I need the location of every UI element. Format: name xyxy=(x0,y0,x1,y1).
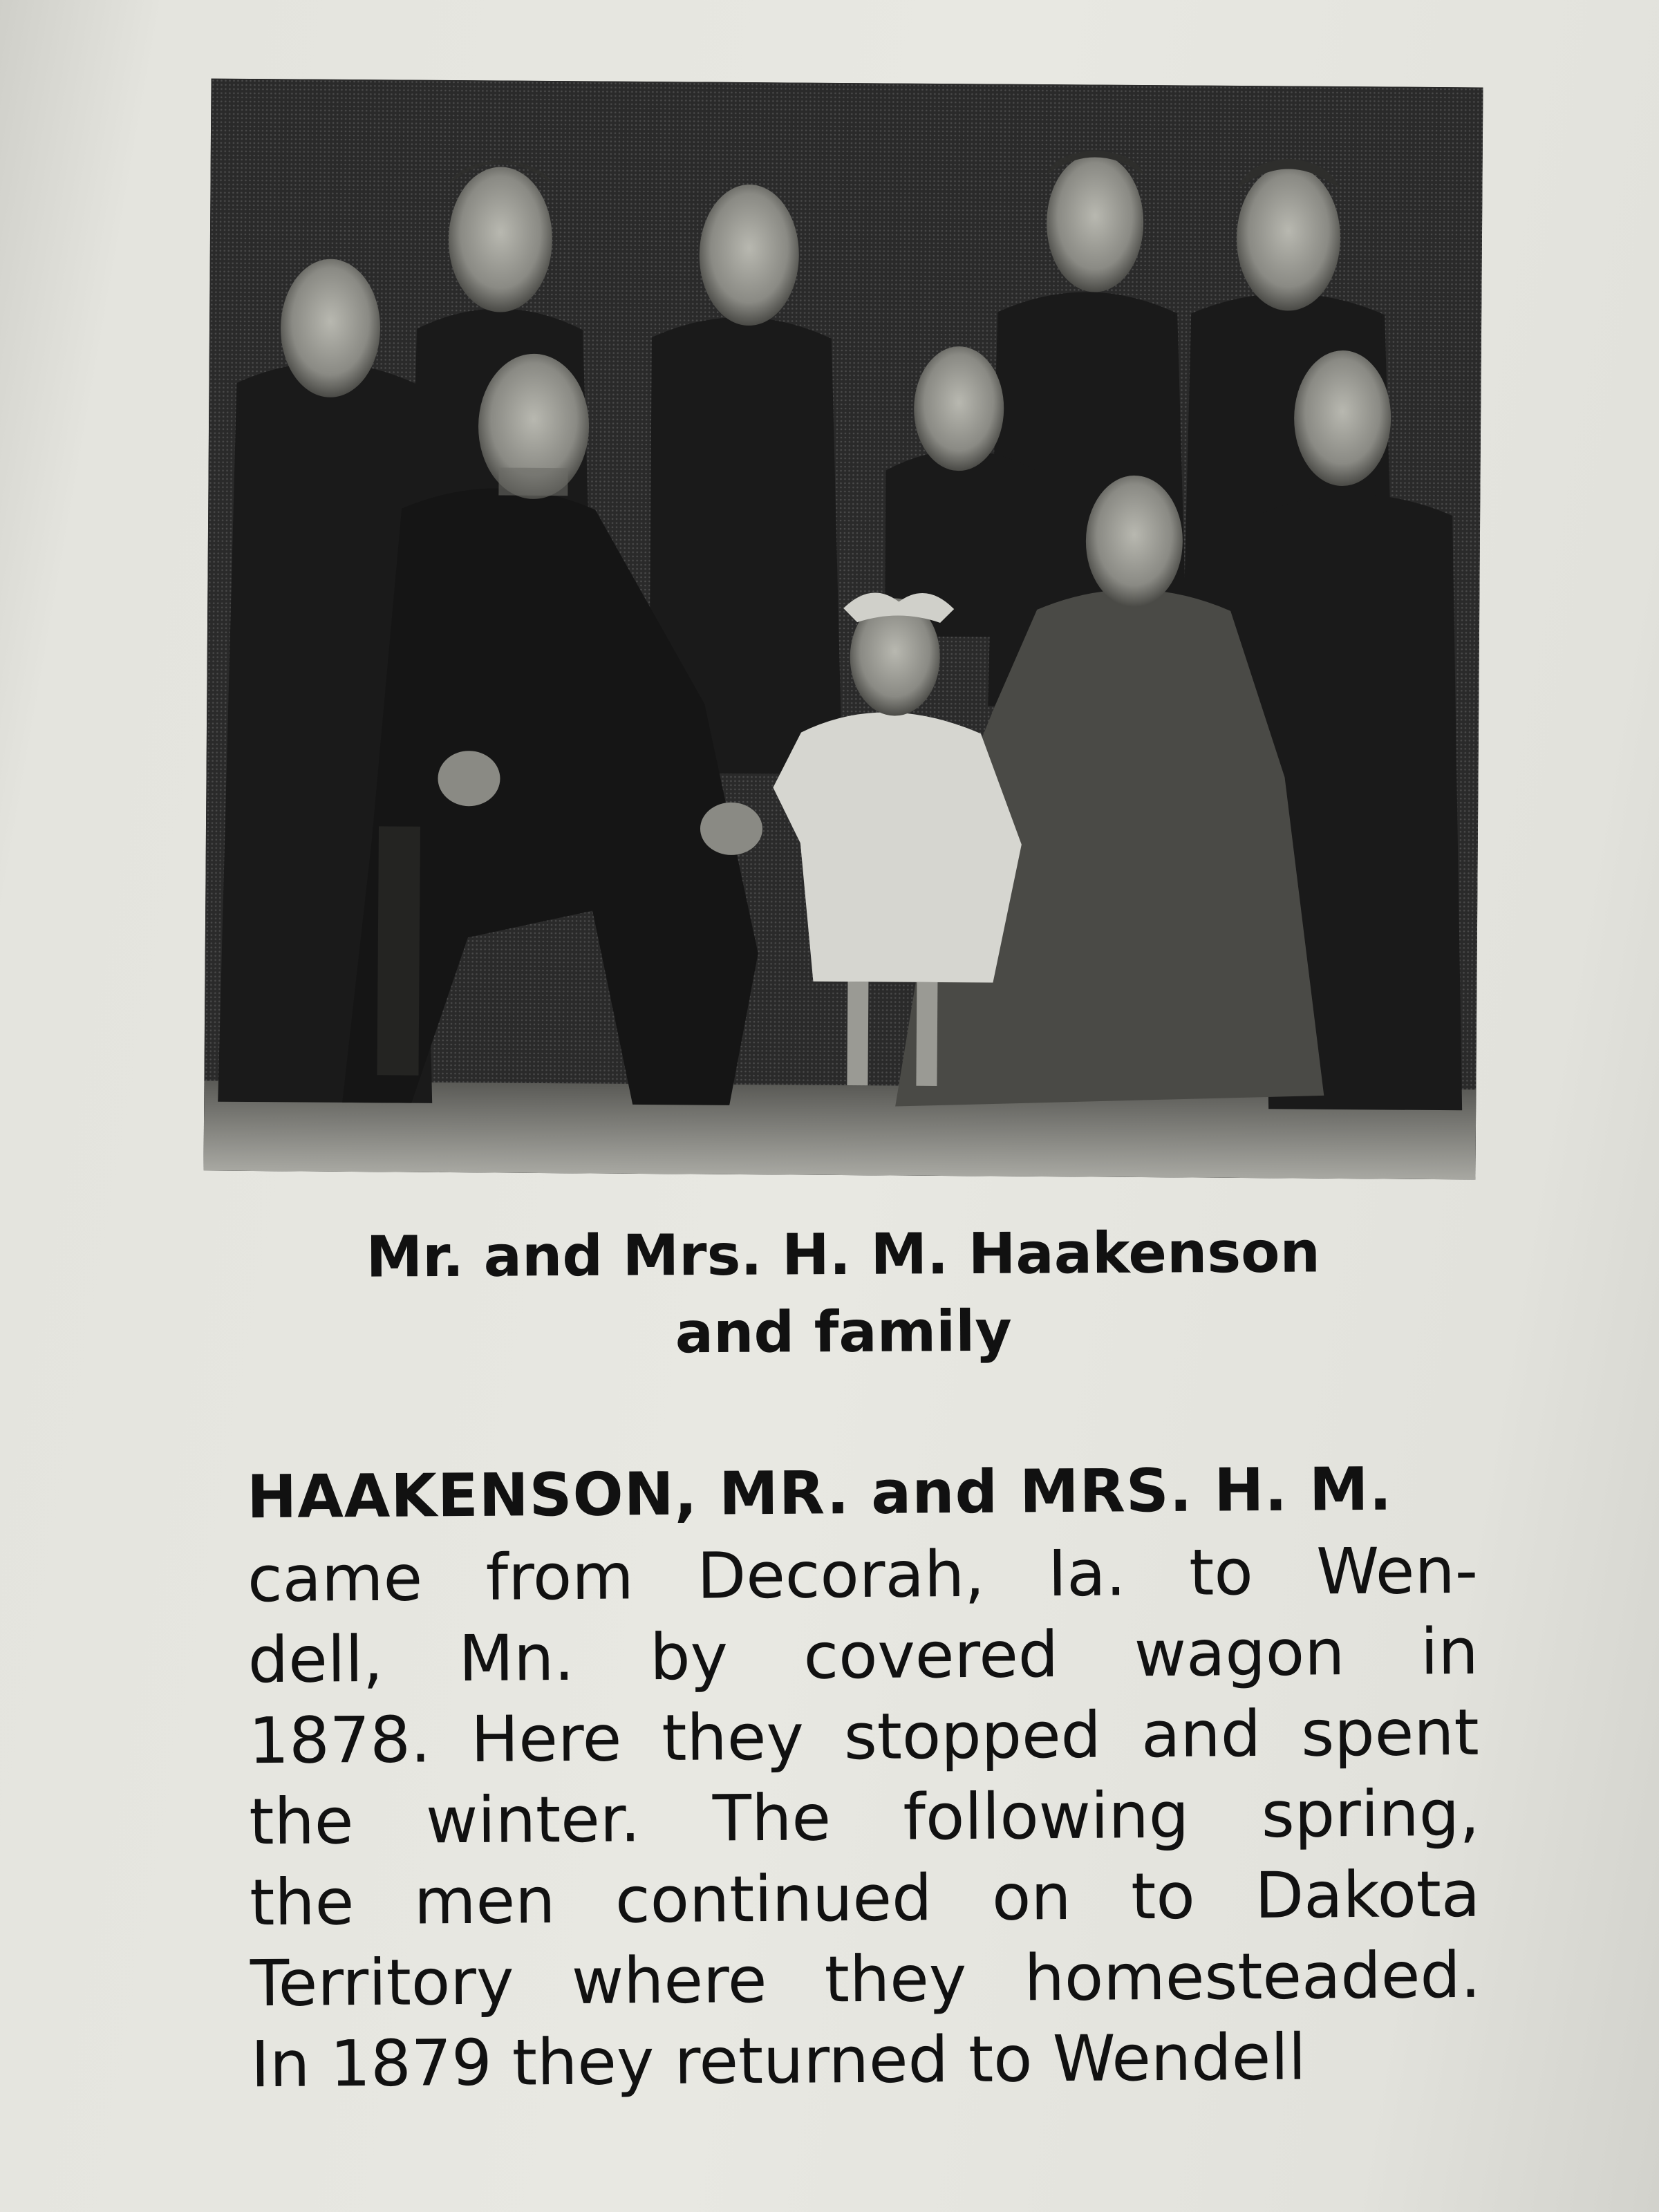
family-portrait-photo xyxy=(204,79,1483,1180)
caption-line-1: Mr. and Mrs. H. M. Haakenson xyxy=(366,1219,1321,1291)
article-headline: HAAKENSON, MR. and MRS. H. M. xyxy=(246,1454,1393,1533)
photo-caption xyxy=(207,1213,1479,1375)
caption-line-2: and family xyxy=(675,1298,1013,1367)
article-line: the men continued on to Dakota xyxy=(249,1857,1481,1940)
article-entry xyxy=(247,1447,1482,2105)
article-line: dell, Mn. by covered wagon in xyxy=(247,1614,1479,1698)
article-line: came from Decorah, Ia. to Wen- xyxy=(247,1533,1479,1617)
photo-image xyxy=(204,79,1483,1180)
article-line: In 1879 they returned to Wendell xyxy=(250,2020,1306,2102)
article-line: 1878. Here they stopped and spent xyxy=(248,1695,1479,1779)
article-line: the winter. The following spring, xyxy=(249,1776,1480,1859)
article-line: Territory where they homesteaded. xyxy=(250,1938,1481,2021)
